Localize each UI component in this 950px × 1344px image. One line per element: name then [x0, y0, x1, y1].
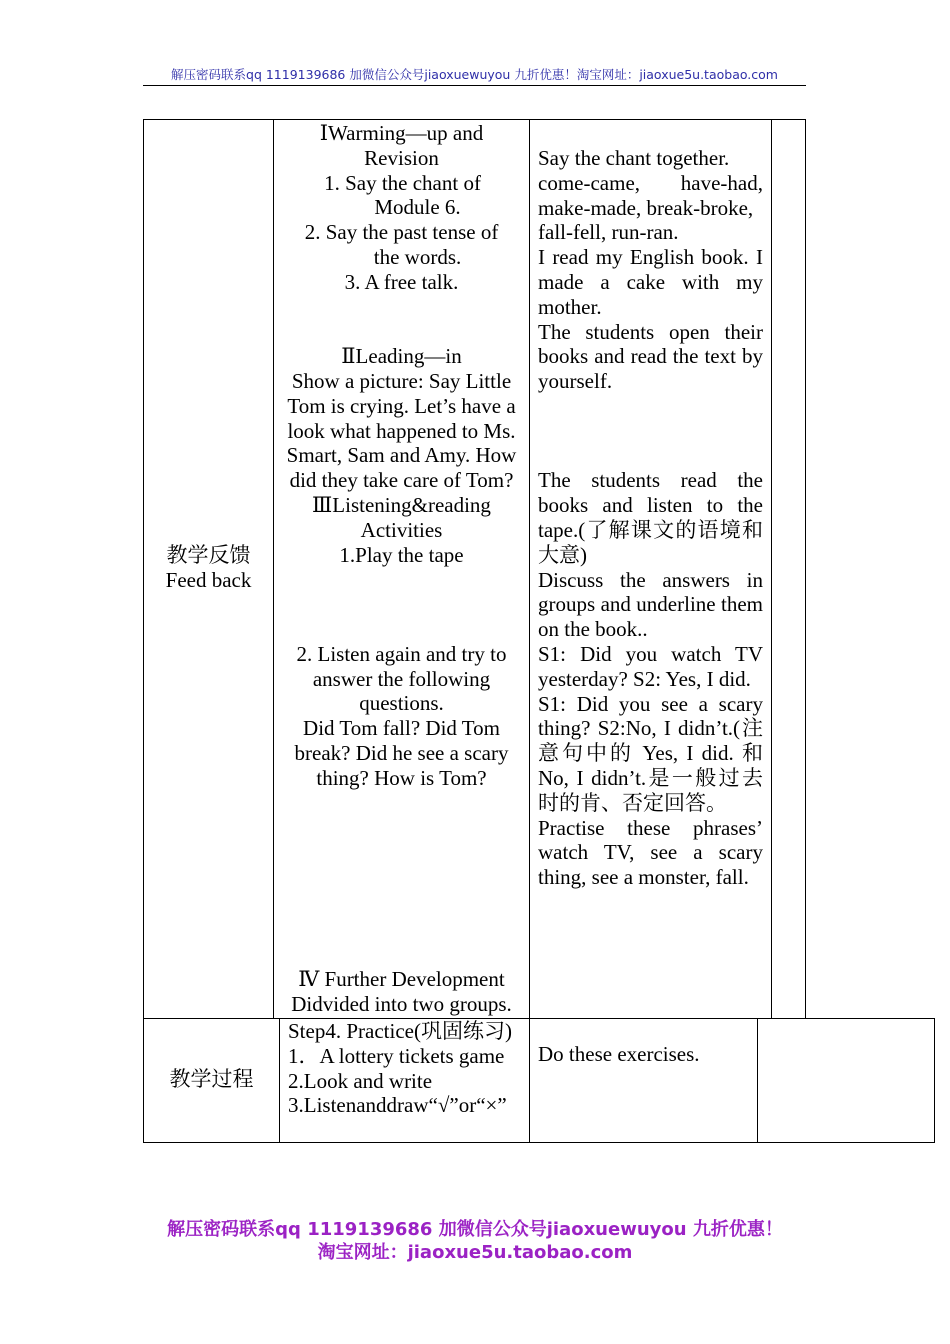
- notes-cell-2: [757, 1018, 935, 1143]
- page-header-watermark: 解压密码联系qq 1119139686 加微信公众号jiaoxuewuyou 九折优惠！淘宝网址：jiaoxue5u.taobao.com: [143, 66, 806, 86]
- student-listen-tape: The students read the books and listen to the tape.(了解课文的语境和大意): [538, 468, 763, 567]
- student-dialogue-2: S1: Did you see a scary thing? S2:No, I didn’t.(注意句中的 Yes, I did. 和 No, I didn’t.是一般过去时的肯、否定回答。: [538, 691, 763, 815]
- practice-item-2: 2.Look and write: [288, 1068, 433, 1093]
- exercise-cell: [529, 1018, 758, 1143]
- process-label-cell: [143, 1018, 280, 1143]
- warming-up-title: ⅠWarming—up and Revision: [319, 121, 484, 170]
- student-practise: Practise these phrases’ watch TV, see a scary thing, see a monster, fall.: [538, 815, 763, 890]
- practice-item-3: 3.Listenanddraw“√”or“×”: [288, 1093, 507, 1118]
- feedback-label-cn: 教学反馈: [166, 543, 251, 567]
- listening-item-2: 2. Listen again and try to answer the following questions.: [296, 641, 507, 716]
- student-past-tense-1: come-came, have-had, make-made, break-broke,: [538, 170, 763, 220]
- warming-item-2a: 2. Say the past tense of: [304, 220, 499, 245]
- practice-item-1: 1．A lottery tickets game: [288, 1043, 505, 1068]
- warming-item-3: 3. A free talk.: [344, 269, 459, 294]
- listening-questions: Did Tom fall? Did Tom break? Did he see a scary thing? How is Tom?: [294, 716, 509, 790]
- practice-cell: [279, 1018, 530, 1143]
- feedback-label-cell: [143, 119, 274, 1019]
- listening-title: ⅢListening&reading Activities: [312, 492, 491, 542]
- student-exercises: Do these exercises.: [538, 1042, 700, 1066]
- further-development-text: Didvided into two groups.: [291, 991, 512, 1016]
- student-dialogue-1: S1: Did you watch TV yesterday? S2: Yes, I did.: [538, 641, 763, 691]
- footer-watermark-line2: 淘宝网址：jiaoxue5u.taobao.com: [317, 1242, 633, 1263]
- leading-in-text: Show a picture: Say Little Tom is crying. Let’s have a look what happened to Ms. Smart, Sam and Amy. How did they take care of Tom?: [286, 368, 517, 493]
- listening-item-1: 1.Play the tape: [339, 542, 464, 567]
- process-label-cn: 教学过程: [169, 1067, 254, 1091]
- student-discuss: Discuss the answers in groups and underline them on the book..: [538, 567, 763, 642]
- student-activity-cell: [529, 119, 772, 1019]
- further-development-title: Ⅳ Further Development: [298, 967, 505, 991]
- notes-cell-1: [771, 119, 806, 1019]
- practice-title: Step4. Practice(巩固练习): [288, 1019, 512, 1043]
- feedback-label-en: Feed back: [165, 567, 252, 592]
- leading-in-title: ⅡLeading—in: [341, 344, 462, 369]
- teacher-activity-cell: [273, 119, 530, 1019]
- warming-item-2b: the words.: [373, 244, 462, 269]
- student-past-tense-2: fall-fell, run-ran.: [538, 220, 679, 245]
- footer-watermark-line1: 解压密码联系qq 1119139686 加微信公众号jiaoxuewuyou 九折优惠！: [167, 1219, 783, 1240]
- student-chant: Say the chant together.: [538, 146, 730, 170]
- warming-item-1b: Module 6.: [374, 195, 461, 220]
- student-open-books: The students open their books and read the text by yourself.: [538, 319, 763, 394]
- student-free-talk: I read my English book. I made a cake with my mother.: [538, 245, 763, 319]
- warming-item-1a: 1. Say the chant of: [324, 170, 481, 195]
